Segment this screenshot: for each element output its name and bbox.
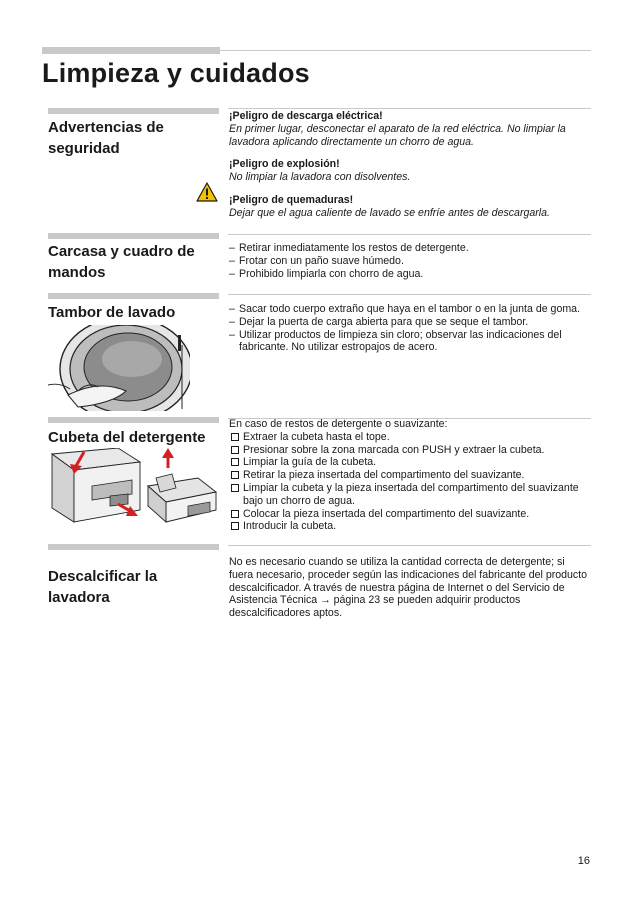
warning-heading-electric: ¡Peligro de descarga eléctrica! [229, 110, 383, 122]
section-divider [48, 233, 219, 239]
list-item: Presionar sobre la zona marcada con PUSH y extraer la cubeta. [229, 444, 591, 457]
safety-warnings [229, 110, 591, 220]
warning-triangle-icon [196, 182, 218, 202]
list-item: – Utilizar productos de limpieza sin cloro; observar las indicaciones del fabricante. No utilizar estropajos de acero. [229, 329, 591, 355]
housing-list [229, 242, 591, 280]
list-item: – Prohibido limpiarla con chorro de agua. [229, 268, 591, 281]
list-item: – Frotar con un paño suave húmedo. [229, 255, 591, 268]
detergent-intro: En caso de restos de detergente o suavizante: [229, 418, 448, 430]
list-item: Limpiar la guía de la cubeta. [229, 456, 591, 469]
warning-text-explosion: No limpiar la lavadora con disolventes. [229, 171, 411, 184]
section-divider [48, 544, 219, 550]
warning-text-electric: En primer lugar, desconectar el aparato de la red eléctrica. No limpiar la lavadora aplicando directamente un chorro de agua. [229, 122, 566, 148]
section-rule [228, 108, 591, 109]
detergent-instructions [229, 418, 591, 533]
section-divider [48, 417, 219, 423]
page-title: Limpieza y cuidados [42, 58, 310, 88]
descaling-text: No es necesario cuando se utiliza la cantidad correcta de detergente; si fuera necesario, proceder según las indicaciones del fabricante del producto descalcificador. A través de nuestra página de Internet o del Servicio de Asistencia Técnica → página 23 se pueden adquirir productos descalcificadores aptos. [229, 556, 588, 620]
section-divider [48, 108, 219, 114]
list-item: Colocar la pieza insertada del compartimento del suavizante. [229, 508, 591, 521]
list-item: Limpiar la cubeta y la pieza insertada del compartimento del suavizante bajo un chorro de agua. [229, 482, 591, 508]
detergent-drawer-illustration [48, 448, 218, 526]
list-item: – Sacar todo cuerpo extraño que haya en el tambor o en la junta de goma. [229, 303, 591, 316]
section-rule [228, 545, 591, 546]
list-item: Extraer la cubeta hasta el tope. [229, 431, 591, 444]
section-rule [228, 234, 591, 235]
section-title-housing: Carcasa y cuadro de mandos [48, 243, 195, 281]
list-item: Introducir la cubeta. [229, 520, 591, 533]
warning-heading-burn: ¡Peligro de quemaduras! [229, 193, 354, 206]
page-number: 16 [577, 855, 590, 867]
header-bar [42, 47, 220, 54]
drum-list [229, 303, 591, 354]
list-item: – Retirar inmediatamente los restos de detergente. [229, 242, 591, 255]
washing-drum-illustration [48, 325, 190, 411]
section-title-safety: Advertencias de seguridad [48, 119, 164, 157]
section-title-descaling: Descalcificar la lavadora [48, 568, 158, 606]
section-title-drum: Tambor de lavado [48, 304, 176, 321]
list-item: Retirar la pieza insertada del compartimento del suavizante. [229, 469, 591, 482]
section-rule [228, 294, 591, 295]
warning-heading-explosion: ¡Peligro de explosión! [229, 158, 340, 171]
warning-text-burn: Dejar que el agua caliente de lavado se enfríe antes de descargarla. [229, 206, 550, 219]
section-divider [48, 293, 219, 299]
section-title-detergent: Cubeta del detergente [48, 429, 206, 446]
list-item: – Dejar la puerta de carga abierta para que se seque el tambor. [229, 316, 591, 329]
header-rule [220, 50, 591, 51]
